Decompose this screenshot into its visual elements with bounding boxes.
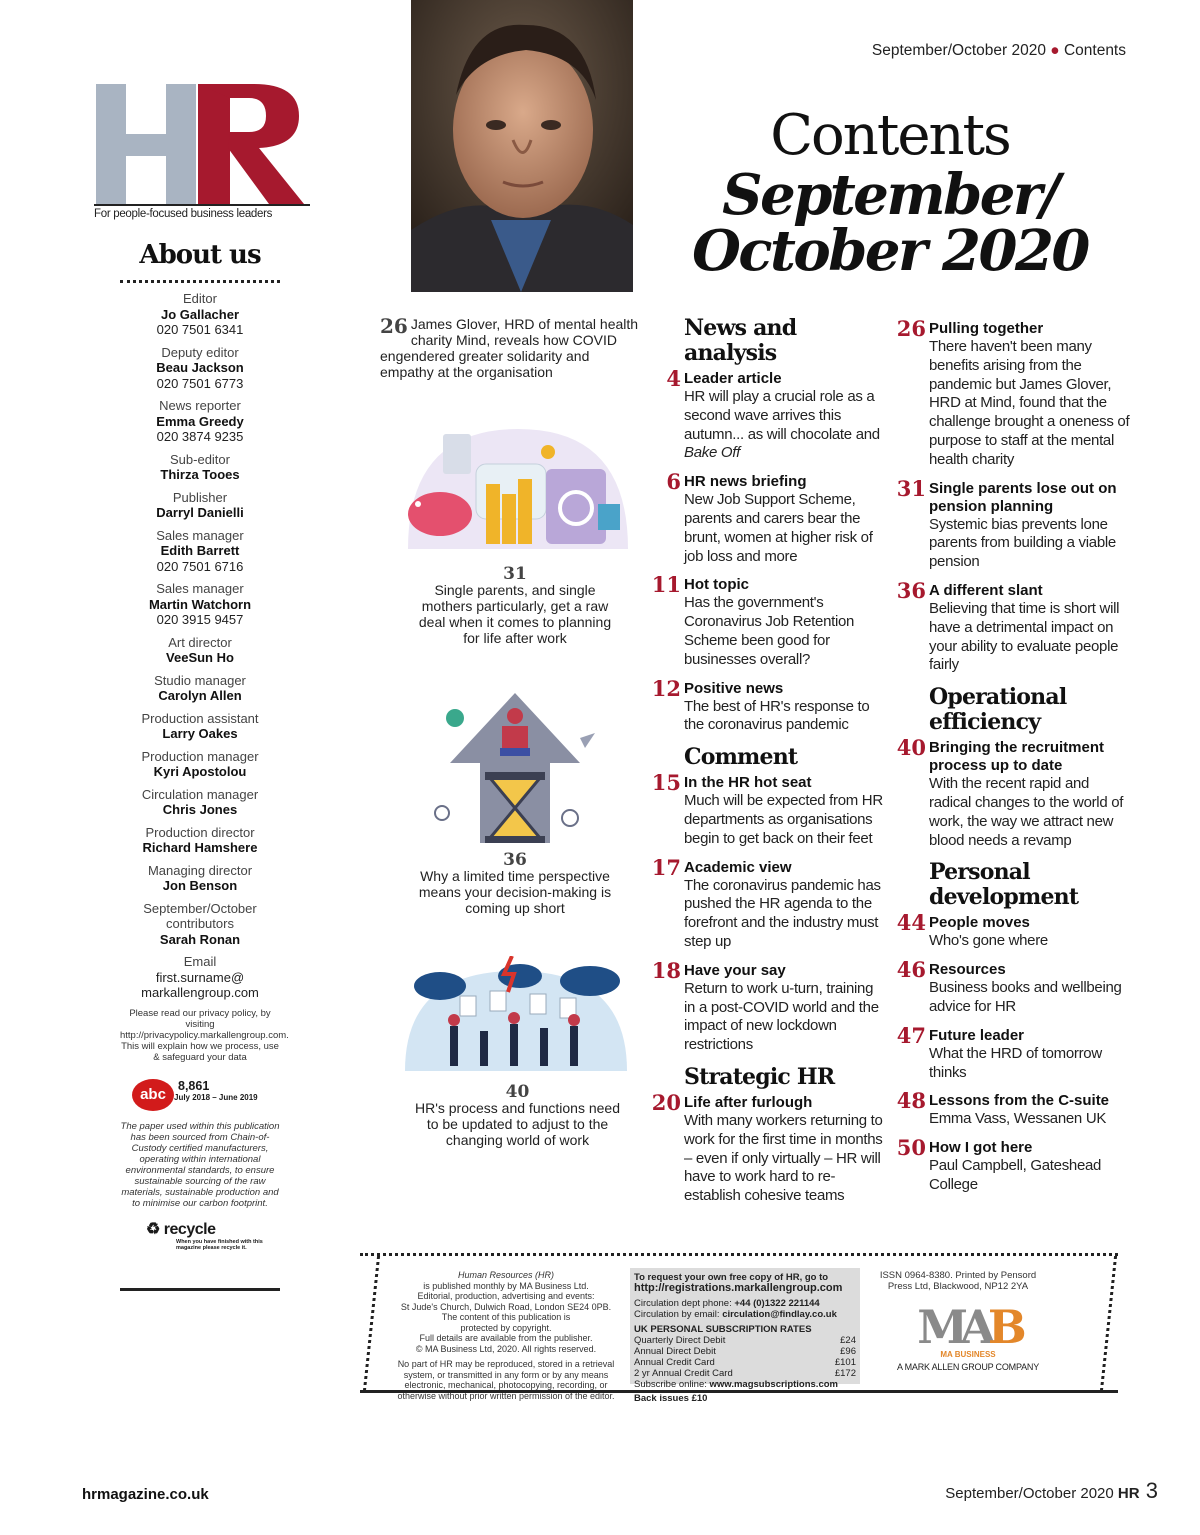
about-bottom-rule — [120, 1288, 280, 1291]
title-contents: Contents — [770, 103, 1010, 168]
entry-desc — [929, 1045, 1134, 1083]
hr-logo — [94, 84, 310, 224]
recycle-note: When you have finished with this magazine please recycle it. — [176, 1238, 263, 1251]
staff-list — [120, 291, 280, 947]
subscription-info — [630, 1268, 860, 1404]
feature-page-number: 36 — [503, 850, 527, 870]
contents-entry[interactable] — [651, 854, 884, 952]
staff-role: Art director — [168, 634, 232, 650]
page-title — [690, 103, 1090, 284]
entry-page-number: 6 — [666, 469, 681, 495]
entry-desc-text: With the recent rapid and radical changes to the world of work, the way we attract new blood needs a revamp — [929, 775, 1124, 849]
rate-price: £172 — [834, 1368, 856, 1379]
staff-entry — [120, 452, 280, 483]
rate-row — [634, 1368, 856, 1379]
entry-title: Leader article — [684, 370, 782, 387]
features-entries — [896, 316, 1134, 675]
title-year: October 2020 — [692, 218, 1088, 284]
entry-page-number: 12 — [651, 675, 681, 701]
entry-desc — [684, 980, 884, 1055]
feature-text: Why a limited time perspective means your decision-making is coming up short — [418, 868, 612, 916]
subscribe-label: Subscribe online: — [634, 1379, 707, 1390]
ma-business-logo — [878, 1300, 1058, 1372]
staff-entry — [120, 528, 280, 575]
staff-name: Carolyn Allen — [158, 688, 242, 703]
section-strategic-heading: Strategic HR — [684, 1063, 835, 1090]
entry-desc-text: HR will play a crucial role as a second wave arrives this autumn... as will chocolate and — [684, 388, 880, 443]
dotted-border-right — [1100, 1256, 1117, 1391]
staff-name: Kyri Apostolou — [153, 764, 247, 779]
entry-title: How I got here — [929, 1139, 1033, 1157]
contents-entry[interactable] — [896, 957, 1134, 1017]
recycle-title: recycle — [163, 1220, 216, 1238]
feature-text: Single parents, and single mothers particularly, get a raw deal when it comes to planning for life after work — [418, 582, 612, 646]
about-heading: About us — [139, 240, 261, 270]
personal-entries — [896, 910, 1134, 1194]
staff-name: Larry Oakes — [162, 726, 238, 741]
staff-name: Thirza Tooes — [160, 467, 240, 482]
pub-line: is published monthly by MA Business Ltd. — [423, 1280, 589, 1291]
contents-entry[interactable] — [896, 475, 1134, 572]
rate-label: Annual Credit Card — [634, 1357, 715, 1368]
entry-page-number: 40 — [896, 735, 926, 761]
staff-phone[interactable]: 020 7501 6341 — [156, 322, 244, 337]
staff-role: Sub-editor — [170, 451, 230, 467]
abc-range: July 2018 – June 2019 — [174, 1092, 258, 1102]
entry-desc-text: Believing that time is short will have a detrimental impact on your ability to evaluate people fairly — [929, 599, 1120, 674]
pub-line: Editorial, production, advertising and events: — [417, 1291, 595, 1301]
header-section: Contents — [1063, 42, 1126, 59]
staff-role: Production manager — [141, 748, 259, 764]
entry-desc — [684, 877, 884, 952]
staff-phone[interactable]: 020 7501 6773 — [156, 375, 244, 391]
logo-letters — [94, 84, 310, 204]
contents-entry[interactable] — [896, 577, 1134, 675]
staff-entry — [120, 787, 280, 818]
pub-line: The content of this publication is — [441, 1312, 571, 1322]
rates-list — [634, 1335, 856, 1379]
entry-title: A different slant — [929, 581, 1043, 599]
recycle-icon: ♻ — [146, 1220, 160, 1238]
page-footer — [945, 1478, 1158, 1504]
staff-name: Sarah Ronan — [159, 931, 241, 947]
entry-desc-text: Much will be expected from HR departments as organisations begin to get back on their feet — [684, 792, 883, 847]
contents-entry[interactable] — [651, 1089, 884, 1206]
entry-desc — [684, 792, 884, 848]
entry-desc-text: Who's gone where — [929, 932, 1048, 950]
rate-row — [634, 1346, 856, 1357]
staff-entry — [120, 291, 280, 338]
entry-desc-text: Emma Vass, Wessanen UK — [929, 1110, 1107, 1128]
entry-desc — [684, 491, 884, 566]
pub-title: Human Resources (HR) — [457, 1270, 555, 1280]
entry-desc — [929, 775, 1134, 850]
staff-role: Sales manager — [156, 527, 244, 543]
header-issue: September/October 2020 — [871, 42, 1046, 59]
section-personal-heading: Personal development — [929, 859, 1079, 911]
comment-entries — [651, 770, 884, 1055]
dotted-border-left — [363, 1256, 380, 1391]
sub-request: To request your own free copy of HR, go to — [634, 1272, 829, 1283]
rate-label: Annual Direct Debit — [634, 1346, 716, 1357]
savings-illustration — [398, 424, 638, 554]
entry-title: Resources — [929, 961, 1006, 979]
entry-desc-text: New Job Support Scheme, parents and carers bear the brunt, women at higher risk of job loss and more — [684, 491, 873, 565]
entry-page-number: 18 — [651, 957, 681, 983]
entry-page-number: 31 — [896, 475, 926, 501]
portrait-photo — [411, 0, 633, 292]
staff-name: Darryl Danielli — [156, 505, 244, 520]
entry-title: Pulling together — [929, 320, 1044, 337]
entry-desc-text: Paul Campbell, Gateshead College — [929, 1157, 1102, 1193]
rate-row — [634, 1357, 856, 1368]
contents-entry[interactable] — [896, 1135, 1134, 1195]
rate-label: Quarterly Direct Debit — [634, 1335, 726, 1346]
section-operational-heading: Operational efficiency — [929, 684, 1067, 736]
group-name: A MARK ALLEN GROUP COMPANY — [896, 1362, 1039, 1372]
staff-entry — [120, 581, 280, 628]
entry-desc — [929, 979, 1134, 1017]
news-entries — [651, 366, 884, 735]
contents-column-left — [651, 315, 884, 1216]
running-header — [872, 42, 1126, 60]
rate-price: £101 — [834, 1357, 856, 1368]
website-link[interactable]: hrmagazine.co.uk — [82, 1486, 209, 1503]
staff-role: Publisher — [172, 489, 228, 505]
staff-role: Deputy editor — [161, 344, 239, 360]
abc-number: 8,861 — [178, 1078, 210, 1093]
entry-title: Positive news — [684, 679, 784, 697]
entry-title: Hot topic — [684, 576, 749, 594]
staff-entry — [120, 490, 280, 521]
entry-desc-text: Business books and wellbeing advice for HR — [929, 979, 1122, 1015]
contents-entry[interactable] — [666, 469, 884, 566]
staff-entry — [120, 711, 280, 742]
feature-text: James Glover, HRD of mental health charity Mind, reveals how COVID engendered greater solidarity and empathy at the organisation — [380, 316, 639, 380]
feature-page-number: 40 — [505, 1082, 530, 1102]
entry-desc-text: There haven't been many benefits arising from the pandemic but James Glover, HRD at Mind, found that the challenge brought a oneness of purpose to staff at the mental health charity — [929, 338, 1130, 468]
publication-info-box — [360, 1253, 1118, 1404]
staff-name: Martin Watchorn — [148, 596, 252, 612]
staff-entry — [120, 901, 280, 948]
strategic-entries — [651, 1089, 884, 1206]
entry-desc — [684, 388, 884, 463]
staff-name: Emma Greedy — [156, 413, 244, 429]
circ-email-label: Circulation by email: — [634, 1309, 720, 1320]
workforce-illustration — [400, 956, 632, 1076]
entry-page-number: 47 — [896, 1022, 926, 1048]
entry-desc — [684, 1112, 884, 1206]
staff-entry — [120, 345, 280, 392]
entry-title: People moves — [929, 914, 1030, 932]
abc-badge: abc — [132, 1079, 174, 1111]
staff-role: Production director — [145, 824, 255, 840]
entry-desc-text: Has the government's Coronavirus Job Retention Scheme been good for businesses overall? — [684, 594, 855, 668]
email-line1[interactable]: first.surname@ — [155, 969, 245, 985]
feature-36-caption[interactable] — [410, 852, 620, 916]
entry-page-number: 36 — [896, 577, 926, 603]
abc-certification — [132, 1079, 280, 1111]
entry-title: Single parents lose out on pension planning — [929, 479, 1117, 515]
contents-entry[interactable] — [651, 675, 884, 736]
sub-url[interactable]: http://registrations.markallengroup.com — [634, 1282, 843, 1294]
entry-desc-text: The best of HR's response to the coronavirus pandemic — [684, 697, 870, 734]
feature-page-number: 31 — [503, 564, 527, 584]
entry-page-number: 50 — [896, 1135, 926, 1161]
pub-line: Full details are available from the publisher. — [419, 1333, 593, 1343]
pub-note: No part of HR may be reproduced, stored in a retrieval system, or transmitted in any form or by any means electronic, mechanical, photocopying, recording, or otherwise without prior written permission of the editor. — [397, 1359, 615, 1401]
entry-desc-italic: Bake Off — [684, 444, 740, 462]
entry-title: HR news briefing — [684, 473, 807, 491]
contents-entry[interactable] — [651, 770, 884, 848]
staff-name: Jo Gallacher — [160, 306, 240, 322]
staff-entry — [120, 863, 280, 894]
page-number: 3 — [1145, 1478, 1158, 1503]
recycle-logo — [146, 1219, 280, 1251]
footer-brand: HR — [1117, 1485, 1140, 1502]
staff-role: Production assistant — [141, 710, 259, 726]
mab-name: MA BUSINESS — [940, 1350, 996, 1359]
circ-email[interactable]: circulation@findlay.co.uk — [722, 1309, 837, 1320]
hourglass-illustration — [430, 688, 600, 843]
operational-entries — [896, 735, 1134, 850]
feature-31-caption[interactable] — [410, 566, 620, 646]
staff-email — [120, 954, 280, 1001]
logo-tagline: For people-focused business leaders — [94, 204, 310, 220]
issn-info: ISSN 0964-8380. Printed by Pensord Press Ltd, Blackwood, NP12 2YA — [879, 1270, 1037, 1292]
staff-entry — [120, 398, 280, 445]
rate-price: £24 — [840, 1335, 856, 1346]
contents-entry[interactable] — [896, 735, 1134, 850]
pub-line: © MA Business Ltd, 2020. All rights reserved. — [415, 1343, 597, 1354]
staff-role: Sales manager — [156, 581, 244, 596]
entry-desc-text: Systemic bias prevents lone parents from building a viable pension — [929, 515, 1116, 571]
entry-title: In the HR hot seat — [684, 774, 812, 792]
staff-entry — [120, 673, 280, 704]
staff-entry — [120, 749, 280, 780]
entry-page-number: 15 — [651, 770, 681, 796]
entry-title: Future leader — [929, 1026, 1025, 1044]
circ-phone[interactable]: +44 (0)1322 221144 — [734, 1298, 820, 1309]
pub-lines — [401, 1281, 611, 1354]
entry-desc — [684, 698, 884, 736]
entry-desc — [929, 516, 1134, 572]
staff-name: Chris Jones — [162, 802, 238, 817]
entry-title: Lessons from the C-suite — [929, 1092, 1110, 1110]
entry-page-number: 48 — [896, 1088, 926, 1114]
section-news-heading: News and analysis — [684, 315, 797, 366]
dotted-divider — [120, 280, 280, 283]
entry-desc — [929, 1110, 1134, 1129]
email-line2[interactable]: markallengroup.com — [141, 985, 259, 1000]
circ-phone-label: Circulation dept phone: — [634, 1298, 732, 1309]
entry-page-number: 46 — [896, 957, 926, 983]
entry-page-number: 11 — [651, 572, 681, 598]
staff-phone[interactable]: 020 3874 9235 — [156, 429, 244, 444]
staff-entry — [120, 635, 280, 666]
entry-title: Have your say — [684, 961, 786, 979]
contents-entry[interactable] — [896, 316, 1134, 470]
feature-40-caption[interactable] — [410, 1084, 625, 1148]
publisher-info — [390, 1270, 622, 1406]
feature-text: HR's process and functions need to be updated to adjust to the changing world of work — [414, 1100, 620, 1148]
entry-title: Academic view — [684, 858, 792, 876]
entry-page-number: 17 — [651, 854, 681, 880]
entry-desc-text: What the HRD of tomorrow thinks — [929, 1044, 1102, 1081]
privacy-note: Please read our privacy policy, by visiting http://privacypolicy.markallengroup.com. This will explain how we process, use & safeguard your data — [120, 1007, 289, 1063]
contents-entry[interactable] — [896, 1022, 1134, 1083]
contents-entry[interactable] — [896, 910, 1134, 951]
feature-page-number: 26 — [380, 314, 408, 338]
entry-desc-text: With many workers returning to work for the first time in months – even if only virtually – HR will have to work hard to re-establish cohesive teams — [684, 1111, 883, 1205]
entry-page-number: 26 — [896, 316, 926, 341]
contents-entry[interactable] — [651, 957, 884, 1055]
back-issues: Back issues £10 — [634, 1393, 708, 1404]
entry-page-number: 44 — [896, 910, 926, 936]
staff-role: Circulation manager — [141, 786, 259, 802]
title-month: September/ — [722, 162, 1058, 228]
footer-issue: September/October 2020 — [945, 1485, 1114, 1502]
staff-name: VeeSun Ho — [166, 650, 234, 665]
staff-entry — [120, 825, 280, 856]
pub-line: St Jude's Church, Dulwich Road, London SE24 0PB. — [400, 1301, 612, 1312]
bullet-icon: ● — [1050, 42, 1060, 59]
entry-desc — [684, 594, 884, 669]
entry-title: Life after furlough — [684, 1093, 813, 1111]
staff-role: Managing director — [147, 862, 253, 878]
staff-name: Richard Hamshere — [142, 840, 258, 855]
contents-entry[interactable] — [651, 572, 884, 669]
contents-entry[interactable] — [896, 1088, 1134, 1129]
entry-desc — [929, 932, 1134, 951]
staff-role: News reporter — [159, 398, 241, 413]
entry-page-number: 20 — [651, 1089, 681, 1115]
entry-desc — [929, 600, 1134, 675]
section-comment-heading: Comment — [684, 744, 798, 771]
rates-heading: UK PERSONAL SUBSCRIPTION RATES — [634, 1324, 812, 1335]
entry-desc — [929, 1157, 1134, 1195]
staff-role: Editor — [183, 291, 217, 306]
paper-note: The paper used within this publication has been sourced from Chain-of-Custody certified manufacturers, operating within international environmental standards, to ensure sustainable sourcing of the raw materials, sustainable production and to minimise our carbon footprint. — [120, 1120, 280, 1209]
subscribe-url[interactable]: www.magsubscriptions.com — [709, 1379, 838, 1390]
feature-26-caption[interactable] — [380, 316, 640, 380]
entry-page-number: 4 — [666, 366, 681, 391]
entry-desc-text: The coronavirus pandemic has pushed the HR agenda to the forefront and the industry must step up — [684, 876, 881, 950]
rate-price: £96 — [840, 1346, 856, 1357]
staff-phone[interactable]: 020 3915 9457 — [156, 612, 244, 627]
staff-role: September/October contributors — [143, 900, 257, 931]
staff-name: Edith Barrett — [160, 543, 240, 558]
staff-name: Jon Benson — [162, 878, 238, 893]
entry-desc — [929, 338, 1134, 470]
staff-name: Beau Jackson — [156, 360, 244, 375]
entry-title: Bringing the recruitment process up to date — [929, 739, 1105, 775]
pub-line: protected by copyright. — [460, 1322, 552, 1333]
rate-label: 2 yr Annual Credit Card — [634, 1368, 733, 1379]
contents-entry[interactable] — [666, 366, 884, 463]
mab-mark: MAB — [917, 1300, 1019, 1354]
staff-phone[interactable]: 020 7501 6716 — [156, 558, 244, 574]
staff-role: Studio manager — [154, 672, 246, 688]
rate-row — [634, 1335, 856, 1346]
email-label: Email — [183, 954, 217, 969]
about-us-column — [120, 240, 289, 1251]
contents-column-right — [896, 316, 1134, 1205]
entry-desc-text: Return to work u-turn, training in a post-COVID world and the impact of new lockdown restrictions — [684, 979, 879, 1054]
